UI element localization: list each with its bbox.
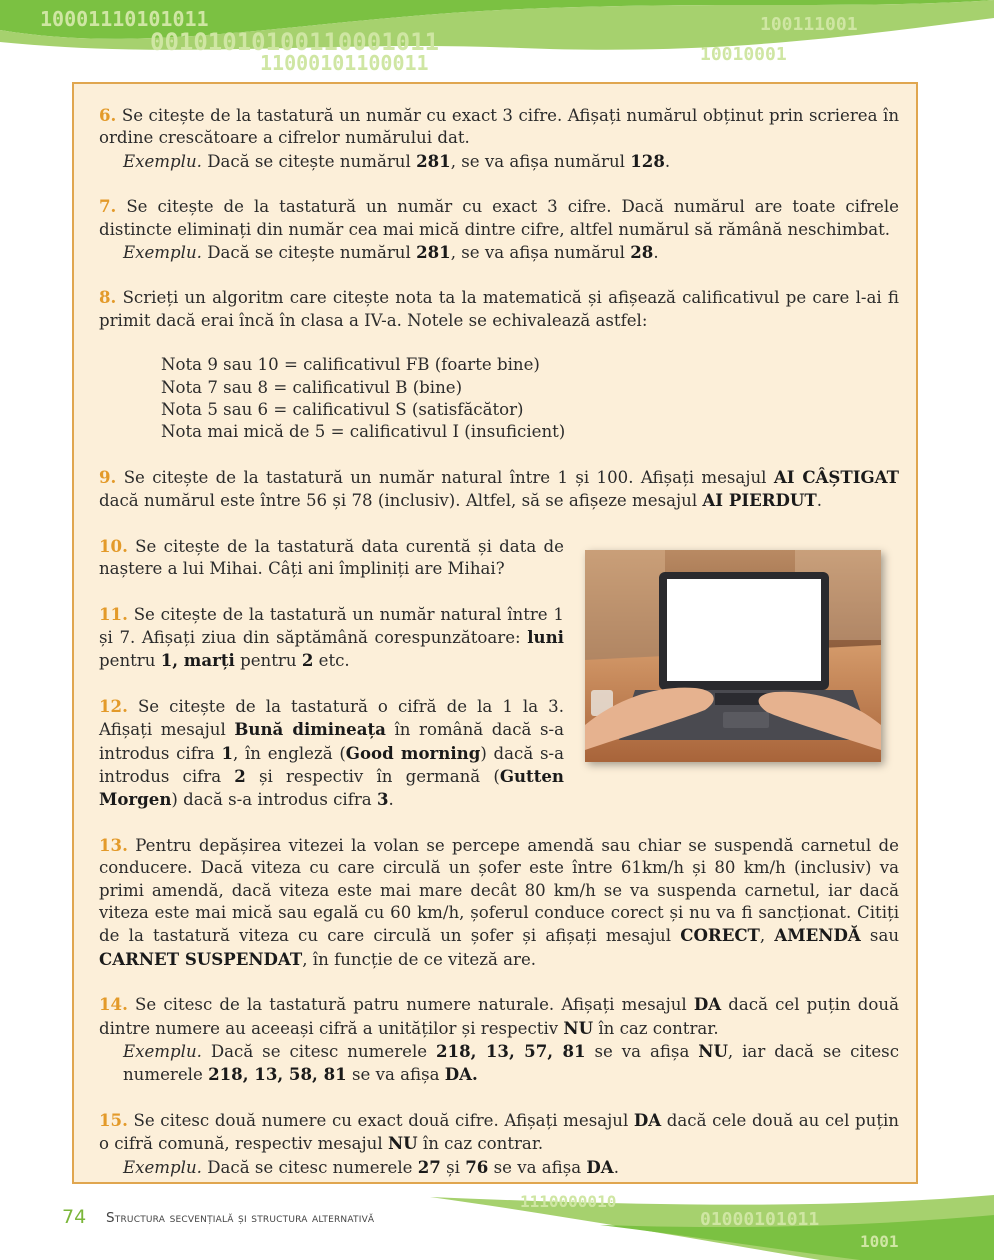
example-value: DA. (444, 1064, 478, 1085)
exercise-text: sau (869, 926, 900, 946)
binary-text-3: 11000101100011 (260, 51, 429, 75)
example-text: Dacă se citește numărul (207, 151, 411, 171)
exercise-text: pentru (240, 651, 297, 671)
binary-text-5: 10010001 (700, 44, 787, 65)
laptop-photo (585, 550, 881, 762)
exercise-text: Pentru depășirea vitezei la volan se percepe amendă sau chiar se suspendă carnetul de conducere. Dacă viteza cu care circulă un șofer este între 61km/h și 80 km/h (inclusiv) va primi amendă, dacă viteza este mai mare decât 80 km/h se va suspenda carnetul, iar dacă viteza este mai mică sau egală cu 60 km/h, șoferul conduce corect și nu va fi sancționat. Citiți de la tastatură viteza cu care circulă un șofer și afișați mesajul (99, 835, 899, 946)
exercise-text: în română dacă s-a introdus cifra (99, 720, 564, 763)
example-text: . (664, 151, 671, 171)
exercise-6 (99, 104, 899, 150)
exercise-13 (99, 834, 899, 971)
message-value: AI CÂȘTIGAT (773, 466, 899, 487)
example-value: NU (698, 1041, 728, 1061)
example-text: . (653, 243, 659, 263)
exercise-text: . (388, 790, 394, 810)
day-value: 2 (301, 650, 314, 671)
exercise-text: . (816, 491, 823, 511)
example-text: se va afișa (351, 1065, 440, 1085)
example-value: 281 (416, 150, 451, 171)
message-value: CORECT (680, 925, 760, 946)
message-value: AI PIERDUT (702, 490, 817, 511)
exercise-text: dacă numărul este între 56 și 78 (inclusiv). Altfel, să se afișeze mesajul (99, 491, 698, 511)
example-value: 28 (630, 242, 654, 263)
example-value: 27 (417, 1156, 441, 1177)
example-text: și (446, 1157, 460, 1177)
binary-text-1: 10001110101011 (40, 7, 209, 31)
exercise-text: Se citesc de la tastatură patru numere naturale. Afișați mesajul (135, 995, 687, 1015)
example-label: Exemplu. (123, 1042, 202, 1061)
list-item: Nota 9 sau 10 = calificativul FB (foarte bine) (161, 355, 540, 375)
exercise-number: 13. (99, 834, 128, 855)
exercise-text: Se citește de la tastatură data curentă și data de naștere a lui Mihai. Câți ani împliniți are Mihai? (99, 536, 564, 579)
exercise-text: Se citește de la tastatură un număr natural între 1 și 100. Afișați mesajul (123, 467, 767, 487)
example-value: 281 (416, 242, 451, 263)
day-value: 1, marți (160, 650, 235, 671)
example-text: Dacă se citesc numerele (207, 1157, 413, 1177)
example-text: Dacă se citește numărul (207, 243, 411, 263)
top-binary-decoration (0, 0, 994, 80)
message-value: Gutten Morgen (99, 765, 564, 810)
binary-text-8: 1001 (860, 1232, 899, 1251)
example-value: 128 (630, 150, 665, 171)
example-text: . (613, 1157, 619, 1177)
exercise-number: 10. (99, 535, 128, 556)
exercise-text: Se citește de la tastatură o cifră de la 1 la 3. Afișați mesajul (99, 696, 564, 740)
binary-text-2: 00101010100110001011 (150, 28, 439, 56)
exercise-text: Se citește de la tastatură un număr cu exact 3 cifre. Afișați numărul obținut prin scrierea în ordine crescătoare a cifrelor numărului dat. (99, 106, 900, 148)
exercise-text: în caz contrar. (422, 1134, 544, 1154)
exercise-number: 14. (99, 994, 128, 1015)
exercise-7 (99, 195, 899, 241)
message-value: DA (633, 1109, 662, 1130)
exercise-number: 8. (99, 287, 117, 308)
list-item: Nota 7 sau 8 = calificativul B (bine) (161, 377, 463, 397)
exercise-number: 11. (99, 603, 128, 624)
exercise-text: , (759, 926, 766, 946)
message-value: Bună dimineața (234, 719, 386, 740)
exercise-number: 7. (99, 196, 117, 217)
list-item: Nota 5 sau 6 = calificativul S (satisfăcător) (161, 400, 524, 420)
exercise-number: 9. (99, 466, 117, 487)
message-value: NU (563, 1017, 594, 1038)
exercise-12 (99, 695, 564, 812)
exercise-10 (99, 535, 564, 581)
exercise-text: în caz contrar. (598, 1018, 719, 1038)
exercise-9 (99, 466, 899, 513)
message-value: AMENDĂ (774, 925, 861, 946)
exercise-text: Scrieți un algoritm care citește nota ta la matematică și afișează calificativul pe care l-ai fi primit dacă erai încă în clasa a IV-a. Notele se echivalează astfel: (99, 288, 899, 330)
message-value: Good morning (345, 742, 481, 763)
list-item: Nota mai mică de 5 = calificativul I (insuficient) (161, 422, 566, 442)
digit-value: 2 (234, 765, 246, 786)
example-value: 218, 13, 58, 81 (208, 1064, 347, 1085)
exercise-14-example (99, 1040, 899, 1087)
exercise-text: dacă cele două au cel puțin o cifră comună, respectiv mesajul (99, 1110, 899, 1154)
exercise-6-example (99, 150, 899, 173)
grade-equivalence-list (99, 354, 899, 444)
message-value: CARNET SUSPENDAT (99, 948, 303, 969)
exercise-text: Se citesc două numere cu exact două cifre. Afișați mesajul (133, 1110, 629, 1130)
example-text: se va afișa (594, 1042, 690, 1061)
message-value: NU (387, 1133, 418, 1154)
example-label: Exemplu. (123, 243, 202, 263)
exercise-14 (99, 993, 899, 1040)
page-number: 74 (62, 1206, 87, 1228)
digit-value: 1 (221, 742, 233, 763)
exercise-number: 15. (99, 1109, 128, 1130)
day-value: luni (527, 626, 564, 647)
example-label: Exemplu. (123, 1157, 202, 1177)
example-value: DA (586, 1156, 614, 1177)
exercise-8 (99, 286, 899, 332)
example-text: Dacă se citesc numerele (210, 1042, 428, 1061)
exercise-15 (99, 1109, 899, 1156)
narrow-column (99, 535, 564, 812)
example-text: , iar dacă se citesc numerele (123, 1042, 899, 1085)
message-value: DA (693, 994, 722, 1015)
binary-text-6: 1110000010 (520, 1192, 617, 1211)
example-value: 218, 13, 57, 81 (436, 1041, 586, 1061)
exercise-7-example (99, 241, 899, 264)
exercise-text: Se citește de la tastatură un număr cu exact 3 cifre. Dacă numărul are toate cifrele distincte eliminați din număr cea mai mică dintre cifre, altfel numărul să rămână neschimbat. (99, 197, 899, 239)
exercise-text: și respectiv în germană ( (258, 766, 500, 786)
exercise-text: , în funcție de ce viteză are. (302, 949, 537, 969)
exercise-text: etc. (318, 651, 350, 671)
exercise-text: ) dacă s-a introdus cifra (171, 790, 372, 810)
digit-value: 3 (376, 789, 389, 810)
exercise-text: , în engleză ( (232, 743, 346, 763)
exercise-11 (99, 603, 564, 673)
binary-text-7: 01000101011 (700, 1209, 820, 1230)
exercise-text: pentru (99, 651, 156, 671)
example-text: , se va afișa numărul (450, 243, 625, 263)
example-text: , se va afișa numărul (450, 151, 625, 171)
exercise-text: dacă cel puțin două dintre numere au aceeași cifră a unităților și respectiv (99, 995, 899, 1038)
exercise-number: 6. (99, 105, 117, 125)
example-label: Exemplu. (123, 151, 202, 171)
example-value: 76 (465, 1156, 489, 1177)
exercise-15-example (99, 1156, 899, 1179)
binary-text-4: 100111001 (760, 14, 858, 35)
exercise-text: ) dacă s-a introdus cifra (99, 743, 564, 786)
exercise-number: 12. (99, 695, 128, 716)
example-text: se va afișa (493, 1157, 582, 1177)
chapter-title: Structura secvențială și structura alternativă (106, 1210, 375, 1226)
exercise-text: Se citește de la tastatură un număr natural între 1 și 7. Afișați ziua din săptămână corespunzătoare: (99, 604, 564, 647)
